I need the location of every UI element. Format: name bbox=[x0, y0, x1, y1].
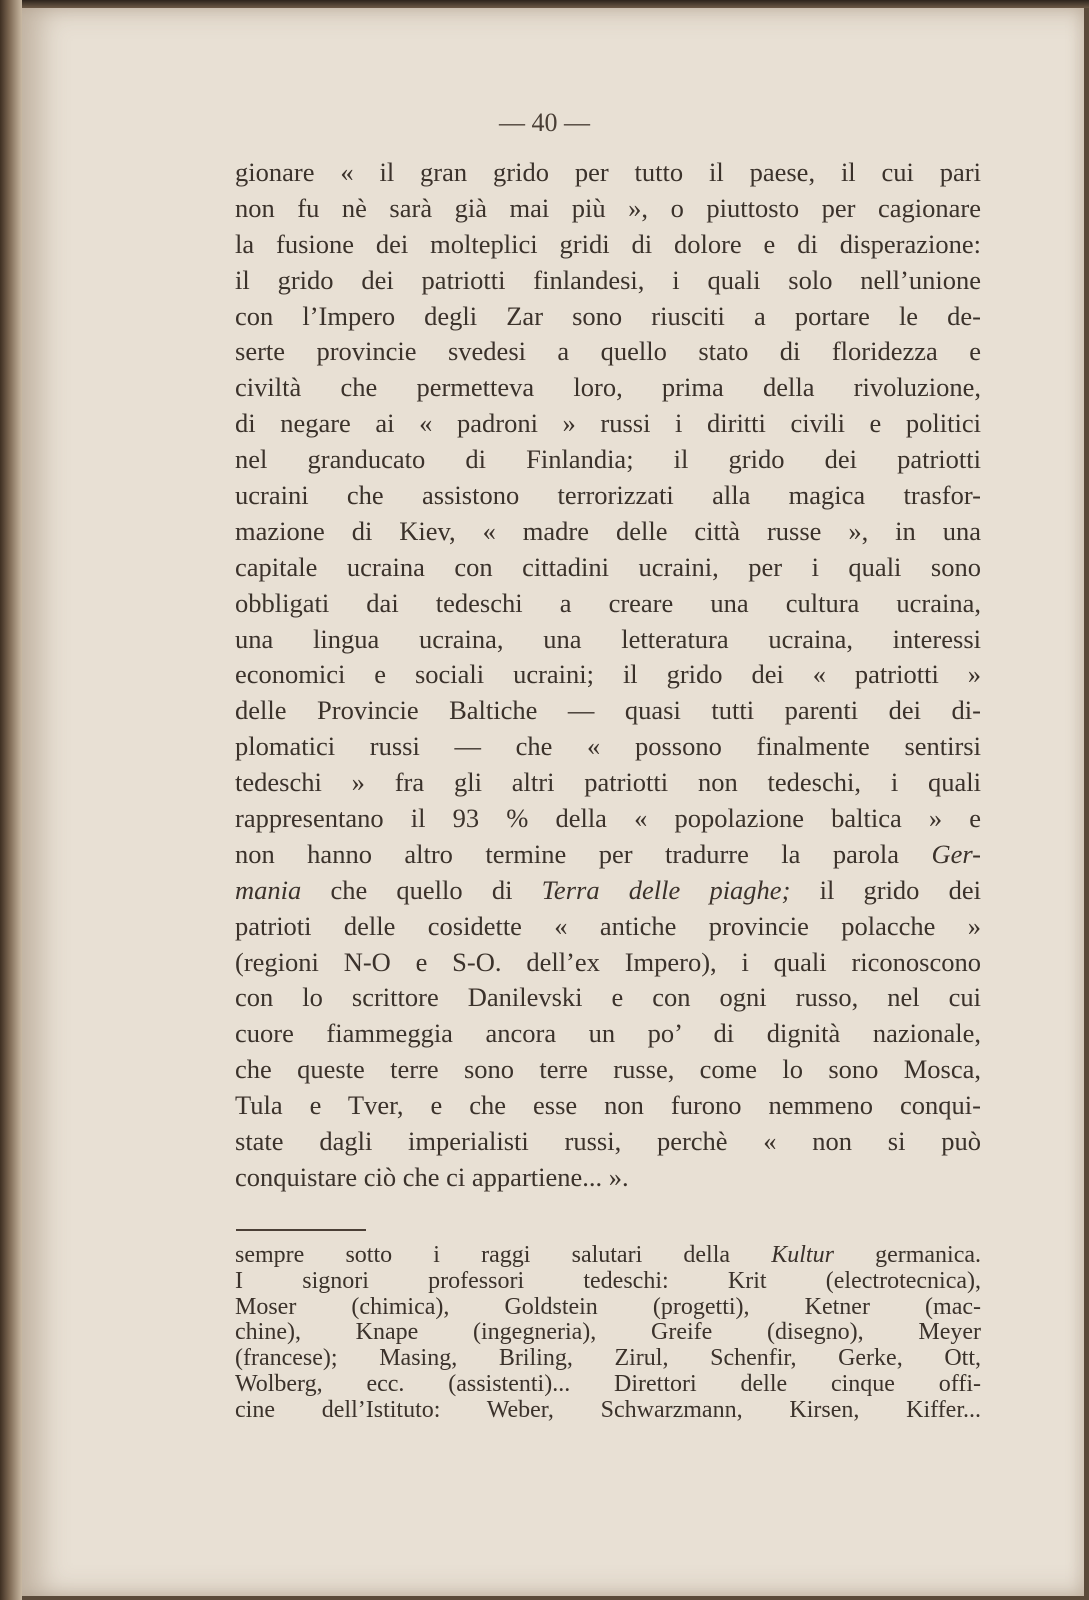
text-line: con l’Impero degli Zar sono riusciti a portare le de- bbox=[235, 300, 981, 331]
main-text bbox=[235, 155, 981, 1196]
text-line: tedeschi » fra gli altri patriotti non tedeschi, i quali bbox=[235, 767, 981, 798]
text-line: Tula e Tver, e che esse non furono nemmeno conqui- bbox=[235, 1090, 981, 1121]
book-spine bbox=[0, 0, 22, 1600]
text-line: patrioti delle cosidette « antiche provincie polacche » bbox=[235, 910, 981, 941]
italic-word: Kultur bbox=[771, 1243, 834, 1268]
text-line-mixed bbox=[235, 837, 981, 873]
text-line: mazione di Kiev, « madre delle città russe », in una bbox=[235, 515, 981, 546]
text-line: il grido dei patriotti finlandesi, i quali solo nell’unione bbox=[235, 264, 981, 295]
page-number: — 40 — bbox=[499, 108, 590, 137]
text-line: obbligati dai tedeschi a creare una cultura ucraina, bbox=[235, 587, 981, 618]
text-line: una lingua ucraina, una letteratura ucraina, interessi bbox=[235, 623, 981, 654]
footnote-line-mixed bbox=[235, 1243, 981, 1269]
text-line: con lo scrittore Danilevski e con ogni russo, nel cui bbox=[235, 982, 981, 1013]
text-line: serte provincie svedesi a quello stato di floridezza e bbox=[235, 336, 981, 367]
text-segment: che quello di bbox=[330, 874, 513, 905]
text-line: ucraini che assistono terrorizzati alla magica trasfor- bbox=[235, 480, 981, 511]
text-segment: il grido dei bbox=[819, 874, 981, 905]
text-line: rappresentano il 93 % della « popolazione baltica » e bbox=[235, 803, 981, 834]
text-line: la fusione dei molteplici gridi di dolore e di disperazione: bbox=[235, 228, 981, 259]
page-top-edge bbox=[0, 0, 1089, 8]
footnote-line: Wolberg, ecc. (assistenti)... Direttori delle cinque offi- bbox=[235, 1371, 981, 1397]
footnote bbox=[235, 1243, 981, 1424]
text-line: civiltà che permetteva loro, prima della rivoluzione, bbox=[235, 372, 981, 403]
text-line: delle Provincie Baltiche — quasi tutti parenti dei di- bbox=[235, 695, 981, 726]
text-line: capitale ucraina con cittadini ucraini, per i quali sono bbox=[235, 551, 981, 582]
footnote-line: Moser (chimica), Goldstein (progetti), Ketner (mac- bbox=[235, 1294, 981, 1320]
text-segment: sempre sotto i raggi salutari della bbox=[235, 1243, 731, 1268]
text-line: economici e sociali ucraini; il grido dei « patriotti » bbox=[235, 659, 981, 690]
text-line: nel granducato di Finlandia; il grido dei patriotti bbox=[235, 444, 981, 475]
text-line: non fu nè sarà già mai più », o piuttosto per cagionare bbox=[235, 192, 981, 223]
text-line: state dagli imperialisti russi, perchè « non si può bbox=[235, 1126, 981, 1157]
italic-word: mania bbox=[235, 874, 302, 905]
text-line: gionare « il gran grido per tutto il paese, il cui pari bbox=[235, 157, 981, 187]
footnote-line: chine), Knape (ingegneria), Greife (disegno), Meyer bbox=[235, 1320, 981, 1346]
text-line: (regioni N-O e S-O. dell’ex Impero), i quali riconoscono bbox=[235, 946, 981, 977]
text-line: di negare ai « padroni » russi i diritti civili e politici bbox=[235, 408, 981, 439]
footnote-line: cine dell’Istituto: Weber, Schwarzmann, Kirsen, Kiffer... bbox=[235, 1397, 981, 1423]
text-line-mixed bbox=[235, 873, 981, 909]
text-line: conquistare ciò che ci appartiene... ». bbox=[235, 1161, 629, 1192]
text-line: cuore fiammeggia ancora un po’ di dignità nazionale, bbox=[235, 1018, 981, 1049]
text-line: plomatici russi — che « possono finalmente sentirsi bbox=[235, 731, 981, 762]
italic-phrase: Terra delle piaghe; bbox=[541, 874, 791, 905]
text-segment: non hanno altro termine per tradurre la parola bbox=[235, 838, 900, 869]
footnote-line: I signori professori tedeschi: Krit (electrotecnica), bbox=[235, 1268, 981, 1294]
italic-word: Ger- bbox=[931, 838, 981, 869]
footnote-divider bbox=[236, 1229, 366, 1231]
text-segment: germanica. bbox=[875, 1243, 981, 1268]
footnote-line: (francese); Masing, Briling, Zirul, Schenfir, Gerke, Ott, bbox=[235, 1346, 981, 1372]
text-line: che queste terre sono terre russe, come lo sono Mosca, bbox=[235, 1054, 981, 1085]
